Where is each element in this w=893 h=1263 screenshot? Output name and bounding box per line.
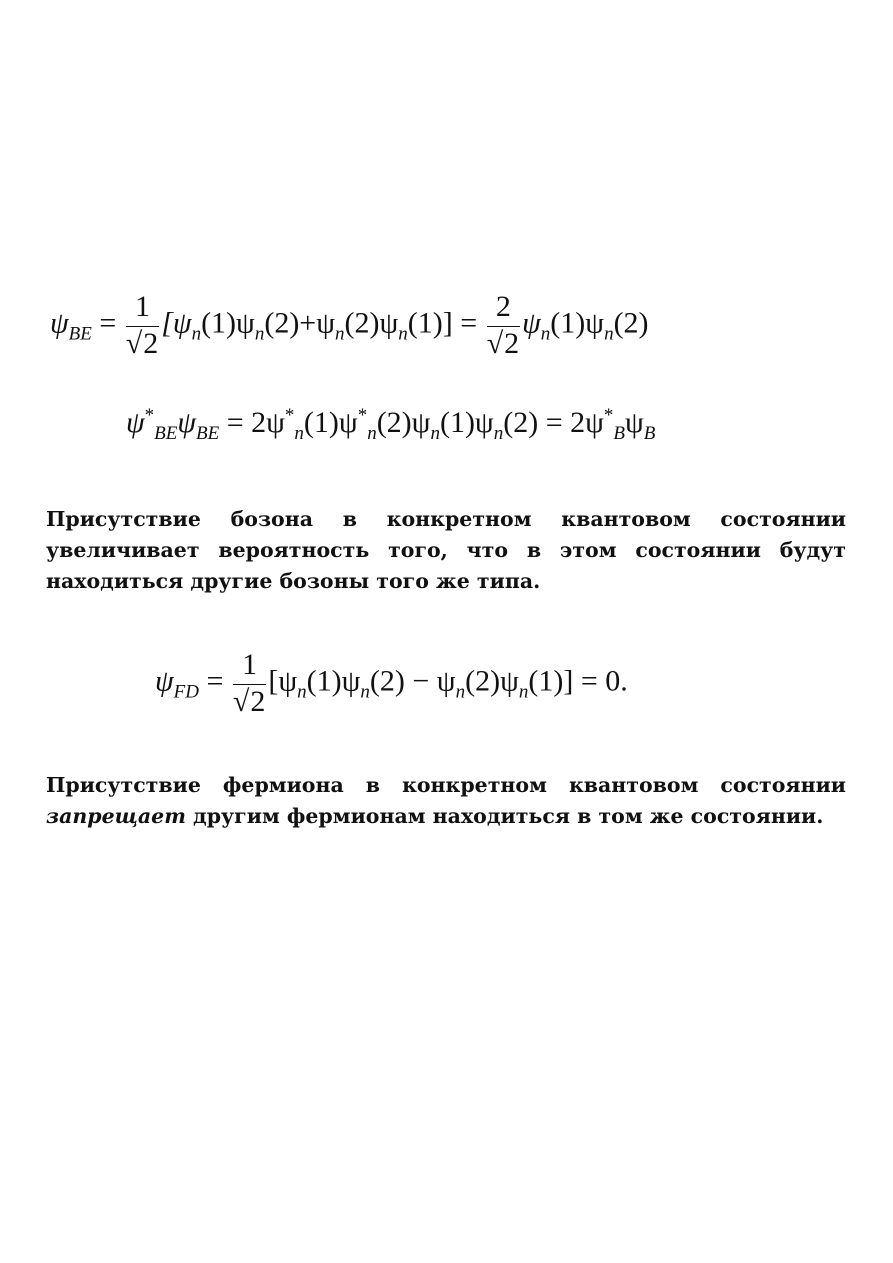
expr-part: (1)] = 0. (528, 664, 628, 698)
expr-part: (1)ψ (439, 406, 494, 439)
numerator: 1 (233, 650, 266, 685)
equals-sign: = (206, 664, 224, 698)
subscript: n (254, 323, 265, 345)
expr-part: (2)ψ (376, 406, 431, 439)
sqrt-argument: 2 (143, 327, 159, 360)
numerator: 1 (126, 292, 159, 327)
expr-part: (2)ψ (465, 664, 519, 698)
superscript: * (144, 405, 155, 426)
numerator: 2 (487, 292, 520, 327)
subscript: n (398, 323, 408, 345)
subscript: B (643, 423, 656, 444)
subscript: n (294, 423, 304, 444)
subscript: n (335, 323, 345, 345)
subscript: n (518, 681, 529, 703)
equals-sign: = (460, 306, 478, 340)
expr-part: ψ (522, 306, 541, 340)
expr-part: (1)ψ (201, 306, 255, 340)
paragraph-text: Присутствие фермиона в конкретном квантовом состоянии (46, 773, 846, 797)
expr-part: ψ (126, 406, 145, 439)
equation-fermi-dirac (155, 650, 628, 717)
expr-part: (1)] (407, 306, 453, 340)
subscript: n (493, 423, 504, 444)
expr-part: (1)ψ (303, 406, 358, 439)
expr-part: (2)ψ (344, 306, 399, 340)
equals-sign: = (99, 306, 117, 340)
superscript: * (603, 405, 614, 426)
expr-part: ψ (177, 406, 196, 439)
expr-part: (1)ψ (306, 664, 361, 698)
psi-symbol: ψ (50, 306, 69, 340)
paragraph-fermion (46, 770, 846, 832)
subscript: n (540, 323, 551, 345)
paragraph-text: другим фермионам находиться в том же состоянии. (185, 804, 824, 828)
subscript: n (297, 681, 307, 703)
denominator: √2 (232, 685, 266, 718)
expr-part: [ψ (161, 306, 192, 340)
emphasized-word: запрещает (46, 804, 186, 828)
expr-part: (2) − ψ (369, 664, 456, 698)
expr-part: (2)+ψ (264, 306, 336, 340)
expr-part: ψ (625, 406, 644, 439)
subscript: n (367, 423, 377, 444)
superscript: * (357, 405, 368, 426)
paragraph-boson: Присутствие бозона в конкретном квантовом состоянии увеличивает вероятность того, что в этом состоянии будут находиться другие бозоны того же типа. (46, 507, 846, 593)
subscript: n (360, 681, 370, 703)
subscript: BE (68, 323, 92, 345)
expr-part: (1)ψ (550, 306, 605, 340)
subscript: BE (154, 423, 178, 444)
subscript: n (430, 423, 440, 444)
expr-part: = 2ψ (219, 406, 285, 439)
subscript: n (455, 681, 466, 703)
subscript: n (604, 323, 614, 345)
psi-symbol: ψ (155, 664, 174, 698)
fraction (126, 292, 159, 359)
fraction (233, 650, 266, 717)
sqrt-argument: 2 (504, 327, 520, 360)
fraction (487, 292, 520, 359)
equation-probability-density (126, 405, 656, 444)
subscript: B (613, 423, 626, 444)
equation-bose-einstein (50, 292, 649, 359)
superscript: * (284, 405, 295, 426)
subscript: FD (173, 681, 199, 703)
denominator: √2 (125, 327, 159, 360)
subscript: BE (196, 423, 220, 444)
expr-part: (2) (613, 306, 649, 340)
sqrt-argument: 2 (250, 685, 266, 718)
expr-part: (2) = 2ψ (503, 406, 604, 439)
subscript: n (191, 323, 202, 345)
expr-part: [ψ (268, 664, 298, 698)
denominator: √2 (486, 327, 520, 360)
